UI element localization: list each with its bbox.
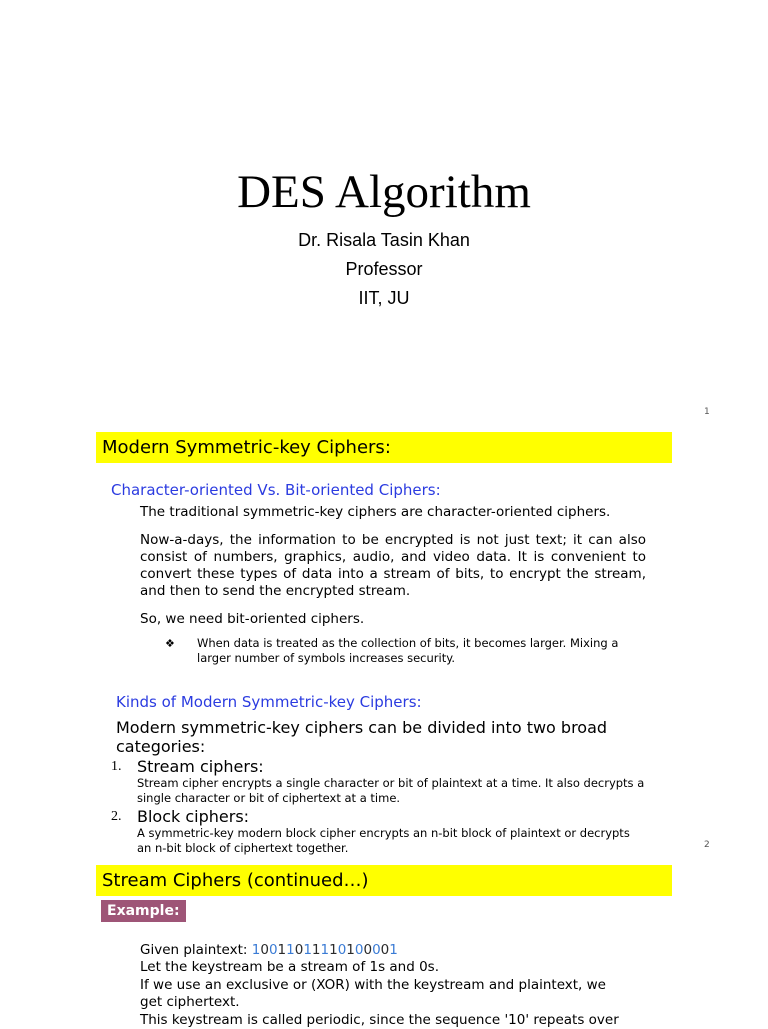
heading-character-vs-bit: Character-oriented Vs. Bit-oriented Ciphers:	[111, 481, 441, 499]
plaintext-bit: 1	[251, 942, 261, 958]
keystream-line: Let the keystream be a stream of 1s and 0s.	[140, 959, 440, 975]
list-number-2: 2.	[111, 809, 122, 824]
plaintext-bit: 0	[354, 942, 364, 958]
page-number-2: 2	[704, 840, 710, 850]
plaintext-bit: 1	[329, 942, 338, 958]
example-badge: Example:	[101, 900, 186, 922]
plaintext-bit: 0	[260, 942, 269, 958]
plaintext-bit: 1	[286, 942, 295, 958]
section-banner-stream-ciphers: Stream Ciphers (continued…)	[96, 865, 672, 896]
plaintext-bit: 1	[320, 942, 330, 958]
sub-bullet-text: When data is treated as the collection of bits, it becomes larger. Mixing a larger number of symbols increases security.	[197, 636, 619, 665]
author-position: Professor	[345, 259, 423, 279]
plaintext-bit: 0	[294, 942, 304, 958]
plaintext-bit: 1	[303, 942, 312, 958]
list-label-stream: Stream ciphers:	[137, 757, 264, 776]
xor-line-2: get ciphertext.	[140, 994, 240, 1010]
plaintext-bit: 0	[363, 942, 373, 958]
page-number-1: 1	[704, 407, 710, 417]
bullet-text-3: So, we need bit-oriented ciphers.	[140, 611, 365, 627]
plaintext-bit: 1	[389, 942, 398, 958]
diamond-bullet-icon: ❖	[165, 637, 175, 650]
plaintext-bits	[252, 942, 398, 958]
xor-line-1: If we use an exclusive or (XOR) with the keystream and plaintext, we	[140, 977, 606, 993]
plaintext-bit: 0	[337, 942, 347, 958]
author-name: Dr. Risala Tasin Khan	[298, 230, 470, 250]
bullet-text-1: The traditional symmetric-key ciphers are character-oriented ciphers.	[140, 504, 611, 520]
intro-text: Modern symmetric-key ciphers can be divided into two broad categories:	[116, 718, 608, 756]
heading-kinds-of-ciphers: Kinds of Modern Symmetric-key Ciphers:	[116, 693, 422, 711]
plaintext-bit: 1	[346, 942, 355, 958]
list-label-block: Block ciphers:	[137, 807, 250, 826]
plaintext-bit: 1	[311, 942, 321, 958]
author-affiliation: IIT, JU	[358, 288, 410, 308]
slide-title: DES Algorithm	[237, 166, 531, 218]
plaintext-label: Given plaintext:	[140, 942, 252, 958]
plaintext-line	[140, 942, 660, 959]
list-text-block: A symmetric-key modern block cipher encrypts an n-bit block of plaintext or decrypts an n-bit block of ciphertext together.	[137, 826, 630, 855]
plaintext-bit: 0	[268, 942, 278, 958]
plaintext-bit: 0	[380, 942, 390, 958]
section-banner-modern-ciphers: Modern Symmetric-key Ciphers:	[96, 432, 672, 463]
bullet-text-2: Now-a-days, the information to be encrypted is not just text; it can also consist of numbers, graphics, audio, and video data. It is convenient to convert these types of data into a stream of bits, to encrypt the stream, and then to send the encrypted stream.	[140, 532, 646, 599]
plaintext-bit: 1	[277, 942, 287, 958]
plaintext-bit: 0	[372, 942, 381, 958]
periodic-line: This keystream is called periodic, since the sequence '10' repeats over	[140, 1012, 619, 1028]
list-text-stream: Stream cipher encrypts a single character or bit of plaintext at a time. It also decrypts a single character or bit of ciphertext at a time.	[137, 776, 645, 805]
list-number-1: 1.	[111, 759, 122, 774]
